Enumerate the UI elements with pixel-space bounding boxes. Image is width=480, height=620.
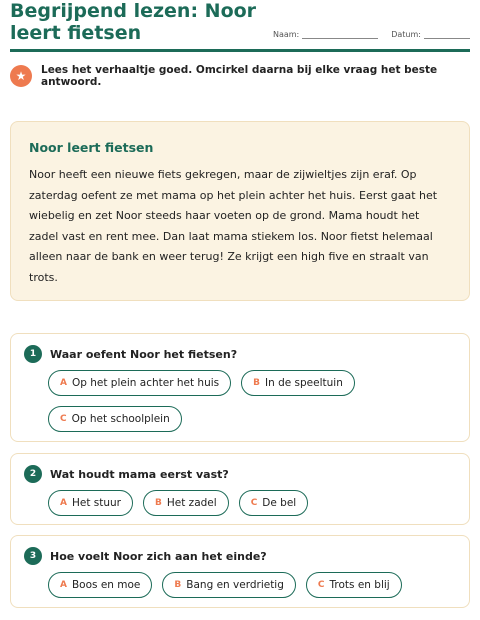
instruction	[10, 64, 470, 88]
option-letter: C	[60, 414, 67, 424]
question-1	[10, 333, 470, 442]
question-2	[10, 453, 470, 525]
answer-options	[48, 572, 458, 598]
date-label: Datum:	[391, 30, 421, 39]
answer-options	[48, 370, 458, 432]
option-label: Het stuur	[71, 497, 121, 509]
answer-option-b[interactable]	[241, 370, 355, 396]
story-title: Noor leert fietsen	[29, 140, 154, 155]
instruction-text: Lees het verhaaltje goed. Omcirkel daarna bij elke vraag het beste antwoord.	[41, 64, 438, 88]
option-letter: B	[174, 580, 182, 590]
answer-option-c[interactable]	[48, 406, 182, 432]
option-label: Het zadel	[166, 497, 217, 509]
question-text: Waar oefent Noor het fietsen?	[50, 347, 238, 361]
option-letter: A	[60, 378, 67, 388]
answer-option-a[interactable]	[48, 572, 152, 598]
name-label: Naam:	[272, 30, 300, 39]
option-label: Op het plein achter het huis	[71, 377, 220, 389]
question-header	[24, 465, 229, 483]
option-label: Bang en verdrietig	[186, 579, 284, 591]
option-label: Op het schoolplein	[71, 413, 170, 425]
option-letter: B	[155, 498, 162, 508]
story-box	[10, 121, 470, 301]
question-number-badge: 1	[24, 345, 42, 363]
question-header	[24, 345, 237, 363]
answer-option-b[interactable]	[143, 490, 229, 516]
star-icon: ★	[10, 65, 32, 87]
option-label: Trots en blij	[329, 579, 390, 591]
option-label: De bel	[262, 497, 297, 509]
date-field[interactable]	[424, 30, 470, 39]
option-label: Boos en moe	[71, 579, 141, 591]
answer-option-c[interactable]	[239, 490, 309, 516]
story-text: Noor heeft een nieuwe fiets gekregen, maar de zijwieltjes zijn eraf. Op zaterdag oefent ze met mama op het plein achter het huis. Eerst gaat het wiebelig en zet Noor steeds haar voeten op de grond. Mama houdt het zadel vast en rent mee. Dan laat mama stiekem los. Noor fietst helemaal alleen naar de bank en weer terug! Ze krijgt een high five en straalt van trots.	[29, 168, 438, 284]
question-header	[24, 547, 267, 565]
option-letter: C	[317, 580, 325, 590]
answer-option-a[interactable]	[48, 370, 231, 396]
option-letter: C	[250, 498, 258, 508]
option-label: In de speeltuin	[265, 377, 343, 389]
worksheet-header	[10, 0, 470, 52]
question-number-badge: 2	[24, 465, 42, 483]
name-field[interactable]	[302, 30, 378, 39]
question-text: Hoe voelt Noor zich aan het einde?	[50, 549, 267, 563]
answer-options	[48, 490, 458, 516]
option-letter: B	[253, 378, 260, 388]
question-text: Wat houdt mama eerst vast?	[50, 467, 229, 481]
answer-option-b[interactable]	[162, 572, 296, 598]
option-letter: A	[60, 580, 67, 590]
option-letter: A	[60, 498, 67, 508]
page-title: Begrijpend lezen: Noor leert fietsen	[10, 0, 257, 44]
question-3	[10, 535, 470, 608]
answer-option-a[interactable]	[48, 490, 133, 516]
question-number-badge: 3	[24, 547, 42, 565]
name-date-fields	[273, 30, 470, 39]
answer-option-c[interactable]	[306, 572, 402, 598]
